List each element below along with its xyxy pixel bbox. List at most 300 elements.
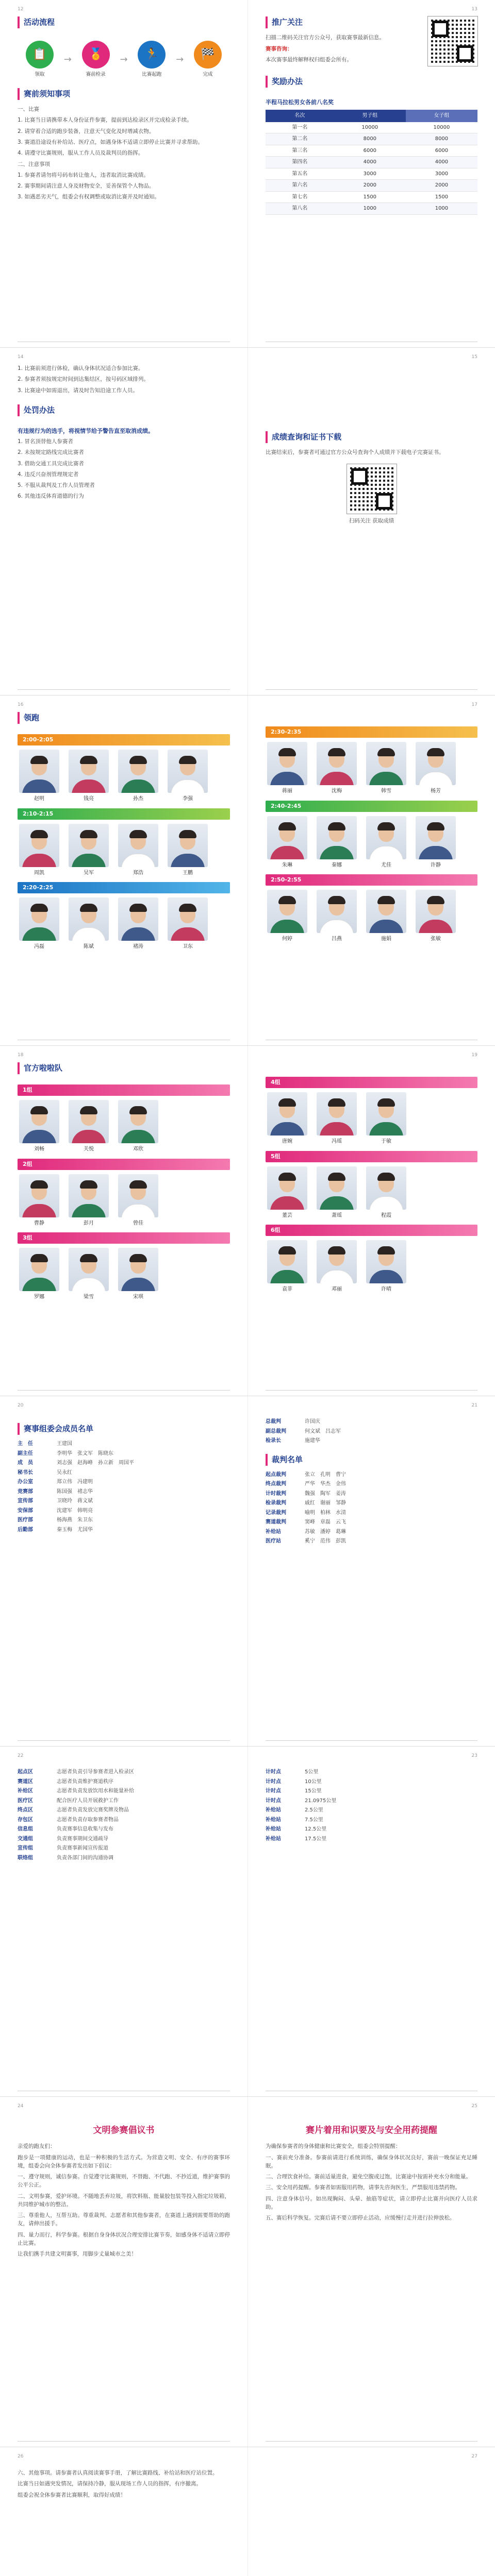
penalty-subtitle: 有违规行为的选手，将视情节给予警告直至取消成绩。 — [18, 428, 154, 435]
item-value: 王建国 — [57, 1441, 72, 1447]
person-photo — [366, 1240, 406, 1283]
paragraph: 四、注意身体信号。如出现胸闷、头晕、抽筋等症状，请立即停止比赛并向医疗人员求助。 — [266, 2195, 477, 2210]
item-key: 成 员 — [18, 1460, 33, 1466]
referee-list — [266, 1471, 477, 1546]
item-value: 刘志强 赵海峰 孙立新 周国平 — [57, 1460, 134, 1466]
list-item — [266, 1768, 477, 1776]
item-value: 苏敏 潘婷 葛琳 — [305, 1529, 346, 1535]
person-photo — [317, 1240, 357, 1283]
paragraph: 跑步是一项健康的运动，也是一种积极的生活方式。为营造文明、安全、有序的赛事环境，组委会向全体参赛者发出如下倡议： — [18, 2154, 230, 2169]
person-photo — [69, 1174, 109, 1217]
photo-body — [320, 772, 354, 785]
item-key: 主 任 — [18, 1441, 33, 1447]
photo-hair — [30, 1254, 48, 1262]
item-key: 办公室 — [18, 1479, 33, 1485]
person-name: 秦娜 — [332, 862, 342, 868]
person-card — [315, 742, 358, 795]
list-item — [266, 1537, 477, 1546]
photo-hair — [30, 904, 48, 912]
person-card — [414, 890, 457, 943]
person-card — [266, 742, 309, 795]
photo-body — [320, 1270, 354, 1283]
photo-body — [171, 779, 205, 793]
paragraph: 五、赛后科学恢复。完赛后请不要立即停止活动，应缓慢行走并进行拉伸放松。 — [266, 2215, 455, 2222]
people-row — [18, 1100, 230, 1154]
cheer-groups-right — [266, 1077, 477, 1294]
photo-body — [320, 846, 354, 859]
people-row — [18, 750, 230, 803]
table-row — [266, 180, 477, 192]
person-card — [365, 816, 408, 870]
person-name: 梁雪 — [84, 1294, 94, 1300]
page-number: 25 — [471, 2104, 477, 2109]
award-cell: 第八名 — [266, 203, 334, 215]
flow-step — [186, 41, 230, 79]
list-item — [18, 1778, 230, 1786]
group-band: 1组 — [18, 1084, 230, 1096]
item-value: 7.5公里 — [305, 1817, 323, 1823]
item-value: 卫晓玲 蒋文斌 — [57, 1498, 93, 1504]
person-card — [18, 897, 61, 951]
person-name: 张敏 — [431, 936, 441, 942]
people-row — [266, 890, 477, 943]
paragraph: 1. 比赛前须进行体检，确认身体状况适合参加比赛。 — [18, 365, 144, 371]
photo-hair — [328, 896, 345, 904]
photo-hair — [377, 822, 395, 831]
person-photo — [69, 897, 109, 941]
photo-body — [72, 779, 106, 793]
person-name: 杨芳 — [431, 788, 441, 794]
item-key: 终点区 — [18, 1807, 33, 1813]
paragraph: 二、文明参赛，爱护环境。不随地丢弃垃圾，将饮料瓶、能量胶包装等投入指定垃圾箱，共同维护城市的整洁。 — [18, 2193, 230, 2208]
photo-hair — [328, 822, 345, 831]
person-card — [166, 824, 209, 877]
rules-list — [18, 105, 230, 201]
people-row — [266, 1240, 477, 1294]
person-card — [67, 750, 110, 803]
person-photo — [317, 890, 357, 933]
person-photo — [118, 1174, 158, 1217]
arrow-icon: → — [120, 54, 128, 65]
photo-hair — [30, 1180, 48, 1189]
list-item — [18, 1526, 230, 1534]
people-row — [18, 1174, 230, 1228]
penalty-title: 处罚办法 — [18, 404, 55, 416]
page-24 — [0, 2097, 248, 2447]
person-photo — [19, 824, 59, 867]
person-name: 程霞 — [381, 1212, 391, 1218]
paragraph: 一、比赛 — [18, 106, 39, 113]
person-name: 尤佳 — [381, 862, 391, 868]
photo-body — [419, 920, 453, 933]
person-photo — [267, 816, 307, 859]
list-item — [18, 1768, 230, 1776]
person-photo — [19, 1100, 59, 1143]
item-key: 秘书长 — [18, 1469, 33, 1476]
person-card — [315, 1166, 358, 1220]
item-key: 计时点 — [266, 1788, 281, 1794]
photo-hair — [80, 904, 97, 912]
photo-body — [320, 1122, 354, 1136]
list-item — [18, 1488, 230, 1496]
spread-3 — [0, 696, 495, 1046]
photo-body — [320, 1196, 354, 1210]
item-value: 魏强 陶军 姜涛 — [305, 1490, 346, 1497]
person-photo — [366, 742, 406, 785]
list-item — [266, 1518, 477, 1527]
page-18 — [0, 1046, 248, 1396]
item-value: 李明华 张文军 陈晓东 — [57, 1450, 113, 1456]
paragraph: 四、量力而行，科学参赛。根据自身身体状况合理安排比赛节奏，如感身体不适请立即停止比赛。 — [18, 2231, 230, 2246]
item-value: 5公里 — [305, 1769, 319, 1775]
list-item — [266, 1835, 477, 1843]
person-name: 蒋丽 — [282, 788, 292, 794]
table-row — [266, 168, 477, 180]
person-card — [266, 816, 309, 870]
page-number: 15 — [471, 354, 477, 360]
item-value: 10公里 — [305, 1778, 322, 1785]
award-table-header — [266, 110, 477, 122]
person-card — [117, 824, 160, 877]
flow-step-icon: 🏃 — [138, 41, 166, 69]
list-item — [18, 1835, 230, 1843]
committee-list — [18, 1440, 230, 1534]
paragraph: 4. 违反兴奋剂管理规定者 — [18, 471, 79, 478]
person-name: 朱琳 — [282, 862, 292, 868]
paragraph: 2. 请穿着合适的跑步装备，注意天气变化及时增减衣物。 — [18, 128, 155, 134]
table-row — [266, 133, 477, 145]
person-card — [67, 897, 110, 951]
item-key: 信息组 — [18, 1826, 33, 1832]
photo-body — [270, 1196, 304, 1210]
person-name: 许晴 — [381, 1286, 391, 1292]
page-number: 23 — [471, 1753, 477, 1758]
award-header-cell: 男子组 — [334, 110, 406, 122]
flow-step — [74, 41, 118, 79]
person-photo — [168, 750, 208, 793]
person-name: 曹静 — [34, 1220, 44, 1226]
photo-body — [320, 920, 354, 933]
item-key: 医疗部 — [18, 1517, 33, 1523]
item-value: 施建华 — [305, 1438, 320, 1444]
person-card — [365, 742, 408, 795]
person-name: 关悦 — [84, 1146, 94, 1153]
item-value: 负责赛事信息收集与发布 — [57, 1826, 113, 1832]
pacers-title: 领跑 — [18, 712, 39, 724]
person-photo — [317, 742, 357, 785]
person-name: 何婷 — [282, 936, 292, 942]
photo-body — [22, 1278, 56, 1291]
person-photo — [416, 742, 456, 785]
list-item — [18, 1507, 230, 1515]
person-name: 萧瑶 — [332, 1212, 342, 1218]
flow-step-icon: 🏅 — [82, 41, 110, 69]
page-number: 27 — [471, 2454, 477, 2459]
photo-hair — [377, 1173, 395, 1181]
photo-hair — [30, 756, 48, 764]
person-card — [18, 1248, 61, 1301]
photo-body — [369, 920, 403, 933]
photo-body — [22, 779, 56, 793]
person-photo — [366, 890, 406, 933]
photo-hair — [129, 1180, 147, 1189]
person-name: 唐婉 — [282, 1139, 292, 1144]
page-number: 26 — [18, 2454, 24, 2459]
page-25 — [248, 2097, 495, 2447]
photo-hair — [278, 748, 296, 756]
activity-flow — [18, 41, 230, 79]
photo-hair — [328, 748, 345, 756]
person-name: 陈斌 — [84, 944, 94, 950]
paragraph: 让我们携手共建文明赛事，用脚步丈量城市之美！ — [18, 2251, 137, 2258]
item-key: 计时点 — [266, 1778, 281, 1785]
person-photo — [267, 1240, 307, 1283]
table-row — [266, 122, 477, 133]
person-photo — [118, 750, 158, 793]
list-item — [18, 1478, 230, 1486]
award-cell: 2000 — [406, 180, 477, 192]
item-key: 竞赛部 — [18, 1488, 33, 1495]
person-card — [166, 897, 209, 951]
paragraph: 组委会祝全体参赛者比赛顺利，取得好成绩！ — [18, 2492, 126, 2498]
person-card — [18, 1174, 61, 1228]
item-key: 后勤部 — [18, 1527, 33, 1533]
referee-title: 裁判名单 — [266, 1454, 303, 1466]
page-number: 17 — [471, 702, 477, 707]
page-22 — [0, 1747, 248, 2096]
list-item — [18, 1450, 230, 1458]
person-card — [365, 890, 408, 943]
person-card — [117, 750, 160, 803]
item-value: 配合医疗人员开展救护工作 — [57, 1798, 119, 1804]
photo-hair — [328, 1098, 345, 1107]
list-item — [266, 1528, 477, 1536]
page-17 — [248, 696, 495, 1045]
item-value: 窦峰 章磊 云飞 — [305, 1519, 346, 1526]
person-name: 宋琪 — [133, 1294, 143, 1300]
list-item — [18, 1844, 230, 1853]
award-cell: 8000 — [334, 133, 406, 145]
photo-body — [121, 1204, 155, 1217]
paragraph: 1. 冒名顶替他人参赛者 — [18, 438, 73, 445]
photo-hair — [80, 756, 97, 764]
page-13 — [248, 0, 495, 347]
person-photo — [317, 1092, 357, 1136]
photo-hair — [129, 756, 147, 764]
group-band: 2组 — [18, 1159, 230, 1170]
person-card — [266, 1166, 309, 1220]
list-item — [266, 1787, 477, 1795]
item-value: 志愿者负责引导参赛者进入检录区 — [57, 1769, 134, 1775]
paragraph: 六、其他事项。请参赛者认真阅读赛事手册，了解比赛路线、补给站和医疗站位置。 — [18, 2470, 218, 2476]
item-key: 宣传组 — [18, 1845, 33, 1851]
person-name: 于敏 — [381, 1139, 391, 1144]
item-key: 补给站 — [266, 1817, 281, 1823]
photo-hair — [328, 1246, 345, 1255]
award-cell: 1500 — [406, 191, 477, 203]
item-value: 负责赛事期间交通疏导 — [57, 1836, 108, 1842]
item-key: 起点裁判 — [266, 1471, 286, 1478]
list-item — [18, 1497, 230, 1505]
person-card — [266, 1240, 309, 1294]
people-row — [266, 1166, 477, 1220]
person-name: 曾佳 — [133, 1220, 143, 1226]
page-number: 12 — [18, 7, 24, 12]
page-number: 24 — [18, 2104, 24, 2109]
award-cell: 8000 — [406, 133, 477, 145]
person-name: 褚涛 — [133, 944, 143, 950]
person-card — [315, 890, 358, 943]
checkpoint-list — [266, 1768, 477, 1843]
paragraph: 3. 比赛途中如需退出，请及时告知沿途工作人员。 — [18, 387, 138, 394]
photo-body — [419, 772, 453, 785]
consult-label: 赛事咨询： — [266, 45, 293, 52]
item-value: 何文斌 吕志军 — [305, 1428, 341, 1434]
item-value: 戚红 谢丽 邹静 — [305, 1500, 346, 1506]
item-value: 许国庆 — [305, 1419, 320, 1425]
item-value: 志愿者负责维护赛道秩序 — [57, 1778, 113, 1785]
person-photo — [267, 1166, 307, 1210]
person-name: 韩雪 — [381, 788, 391, 794]
item-key: 补给站 — [266, 1529, 281, 1535]
item-value: 负责赛事新闻宣传报道 — [57, 1845, 108, 1851]
photo-body — [121, 1278, 155, 1291]
list-item — [266, 1778, 477, 1786]
photo-body — [369, 846, 403, 859]
volunteer-list — [18, 1768, 230, 1862]
list-item — [18, 1816, 230, 1824]
photo-body — [22, 1204, 56, 1217]
item-value: 陈国强 褚志华 — [57, 1488, 93, 1495]
person-photo — [69, 750, 109, 793]
paragraph: 1. 比赛当日请携带本人身份证件参赛，提前到达检录区并完成检录手续。 — [18, 117, 192, 124]
photo-hair — [427, 822, 444, 831]
item-key: 存包区 — [18, 1817, 33, 1823]
paragraph: 二、注意事项 — [18, 161, 50, 167]
photo-body — [270, 1270, 304, 1283]
page-number: 14 — [18, 354, 24, 360]
list-item — [18, 1825, 230, 1834]
item-key: 补给站 — [266, 1826, 281, 1832]
person-card — [67, 1248, 110, 1301]
list-item — [266, 1471, 477, 1479]
person-name: 周凯 — [34, 870, 44, 876]
person-photo — [366, 1166, 406, 1210]
person-card — [67, 1100, 110, 1154]
item-key: 检录裁判 — [266, 1500, 286, 1506]
person-name: 袁菲 — [282, 1286, 292, 1292]
flow-step-icon: 🏁 — [194, 41, 222, 69]
item-key: 补给区 — [18, 1788, 33, 1794]
person-photo — [267, 1092, 307, 1136]
person-name: 冯磊 — [34, 944, 44, 950]
award-header-cell: 名次 — [266, 110, 334, 122]
person-name: 吴军 — [84, 870, 94, 876]
photo-hair — [80, 1254, 97, 1262]
photo-hair — [30, 830, 48, 838]
award-subtitle: 半程马拉松男女各前八名奖 — [266, 99, 334, 106]
qr-code[interactable] — [428, 16, 477, 66]
flow-step — [18, 41, 62, 79]
photo-hair — [80, 1106, 97, 1114]
page-number: 18 — [18, 1053, 24, 1058]
results-text: 比赛结束后，参赛者可通过官方公众号查询个人成绩并下载电子完赛证书。 — [266, 449, 444, 456]
person-name: 郑浩 — [133, 870, 143, 876]
flow-step-label: 领取 — [35, 72, 45, 78]
person-card — [365, 1240, 408, 1294]
award-cell: 6000 — [406, 145, 477, 157]
photo-body — [121, 1130, 155, 1143]
photo-hair — [30, 1106, 48, 1114]
person-card — [67, 824, 110, 877]
list-item — [266, 1437, 477, 1445]
spread-4 — [0, 1046, 495, 1396]
page-15 — [248, 348, 495, 695]
item-key: 医疗站 — [266, 1538, 281, 1545]
qr-caption: 扫码关注 获取成绩 — [349, 517, 394, 524]
item-key: 总裁判 — [266, 1419, 281, 1425]
paragraph: 3. 借助交通工具完成比赛者 — [18, 460, 84, 467]
paragraph: 6. 其他违反体育道德的行为 — [18, 493, 84, 500]
person-name: 彭月 — [84, 1220, 94, 1226]
person-name: 邓丽 — [332, 1286, 342, 1292]
award-cell: 2000 — [334, 180, 406, 192]
person-photo — [317, 1166, 357, 1210]
page-number: 20 — [18, 1403, 24, 1408]
person-card — [18, 750, 61, 803]
table-row — [266, 203, 477, 215]
award-cell: 4000 — [406, 157, 477, 168]
results-qr-code[interactable] — [347, 464, 397, 514]
flow-step — [129, 41, 174, 79]
person-card — [266, 1092, 309, 1146]
page-27 — [248, 2447, 495, 2576]
award-cell: 第一名 — [266, 122, 334, 133]
person-photo — [118, 824, 158, 867]
page-number: 16 — [18, 702, 24, 707]
person-name: 施娟 — [381, 936, 391, 942]
award-cell: 第七名 — [266, 191, 334, 203]
page-21 — [248, 1396, 495, 1746]
person-name: 冯瑶 — [332, 1139, 342, 1144]
award-cell: 第二名 — [266, 133, 334, 145]
person-photo — [69, 1248, 109, 1291]
list-item — [266, 1797, 477, 1805]
photo-hair — [278, 1098, 296, 1107]
person-card — [117, 897, 160, 951]
person-photo — [366, 1092, 406, 1136]
person-card — [67, 1174, 110, 1228]
spread-8 — [0, 2447, 495, 2576]
photo-body — [22, 1130, 56, 1143]
person-card — [315, 1092, 358, 1146]
photo-hair — [80, 830, 97, 838]
page-number: 19 — [471, 1053, 477, 1058]
photo-hair — [278, 1173, 296, 1181]
photo-hair — [377, 1098, 395, 1107]
person-photo — [69, 1100, 109, 1143]
flow-step-label: 完成 — [203, 72, 213, 78]
award-table — [266, 110, 477, 215]
item-value: 21.0975公里 — [305, 1798, 337, 1804]
page-number: 13 — [471, 7, 477, 12]
person-name: 孙杰 — [133, 796, 143, 802]
photo-hair — [377, 1246, 395, 1255]
photo-hair — [179, 756, 196, 764]
person-photo — [19, 897, 59, 941]
photo-hair — [80, 1180, 97, 1189]
paragraph: 二、合理饮食补给。赛前适量进食，避免空腹或过饱，比赛途中按需补充水分和能量。 — [266, 2174, 471, 2180]
